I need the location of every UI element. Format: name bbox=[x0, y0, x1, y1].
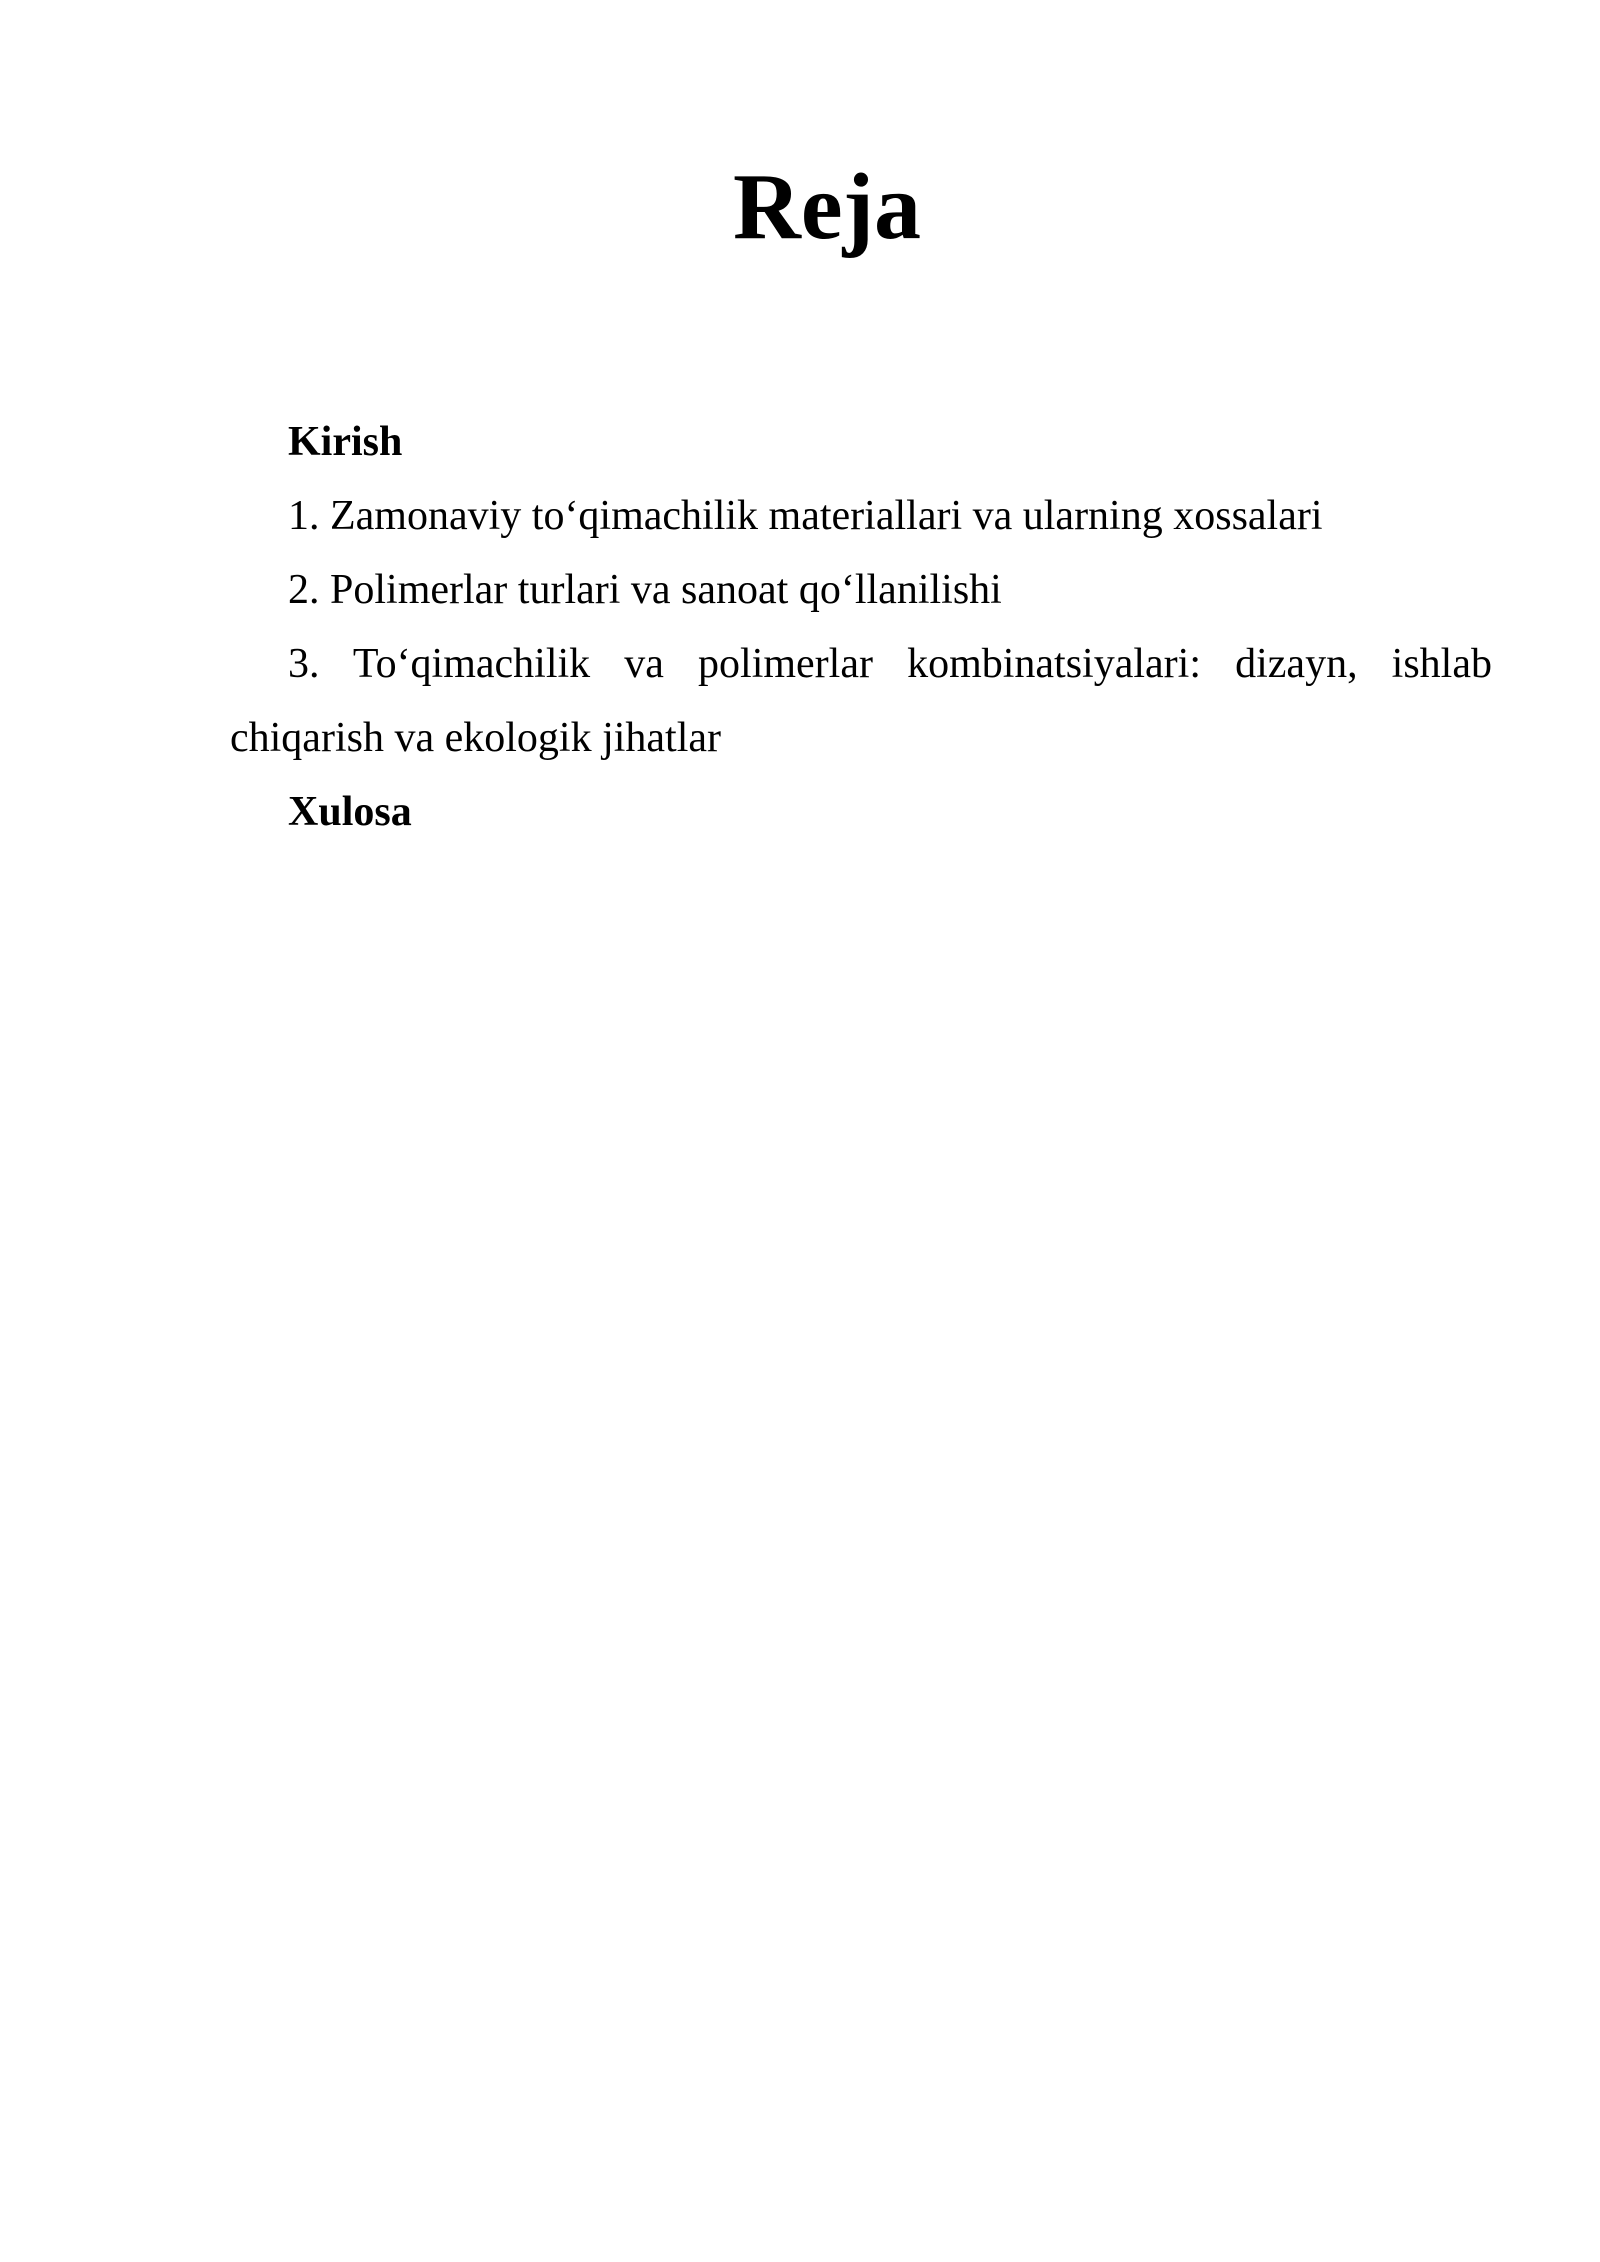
intro-heading: Kirish bbox=[288, 419, 403, 465]
plan-item-3-continuation: chiqarish va ekologik jihatlar bbox=[230, 715, 722, 761]
plan-list bbox=[230, 405, 1492, 849]
page-title: Reja bbox=[733, 155, 921, 259]
conclusion-heading: Xulosa bbox=[288, 789, 412, 835]
plan-item-3: 3. To‘qimachilik va polimerlar kombinatsiyalari: dizayn, ishlab bbox=[288, 641, 1492, 687]
plan-item-1: 1. Zamonaviy to‘qimachilik materiallari va ularning xossalari bbox=[288, 493, 1323, 539]
plan-item-2: 2. Polimerlar turlari va sanoat qo‘llanilishi bbox=[288, 567, 1002, 613]
